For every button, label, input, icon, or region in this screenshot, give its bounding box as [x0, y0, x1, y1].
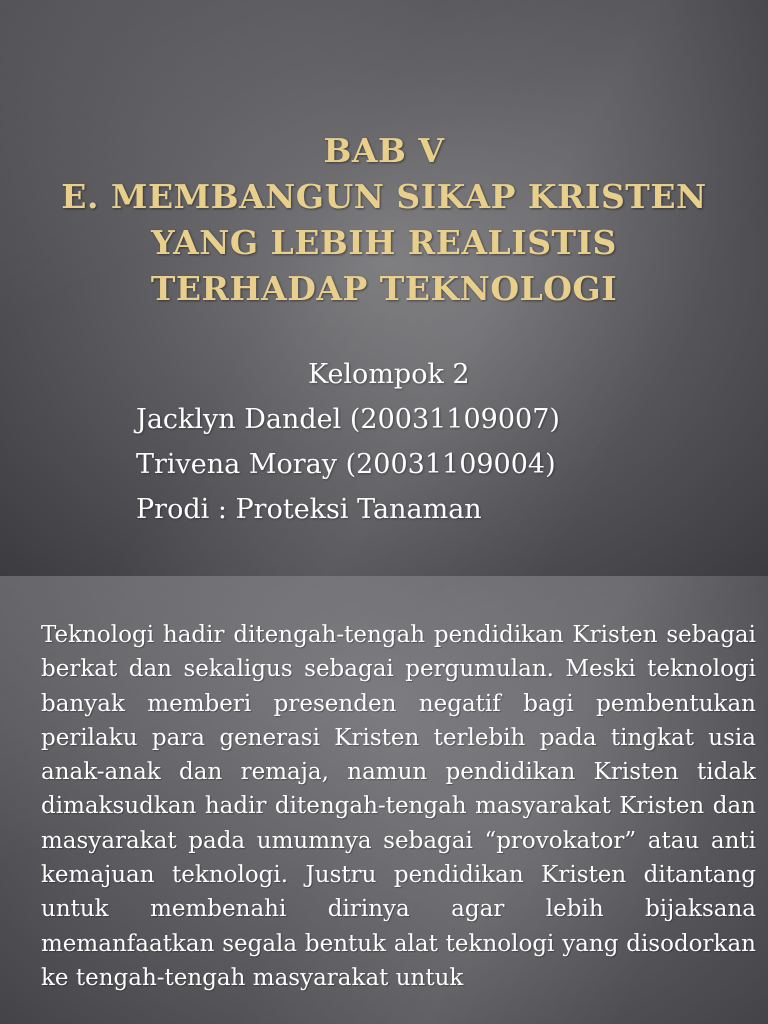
- slide-subtitle: [136, 352, 696, 532]
- title-line-4: TERHADAP TEKNOLOGI: [150, 269, 618, 308]
- title-line-chapter: BAB V: [323, 131, 445, 170]
- study-program: Prodi : Proteksi Tanaman: [136, 494, 482, 525]
- member-name: Trivena Moray (20031109004): [136, 449, 556, 480]
- title-line-3: YANG LEBIH REALISTIS: [151, 223, 617, 262]
- group-label: Kelompok 2: [308, 359, 470, 390]
- title-line-section: E. MEMBANGUN SIKAP KRISTEN: [61, 177, 707, 216]
- body-paragraph: Teknologi hadir ditengah-tengah pendidikan Kristen sebagai berkat dan sekaligus sebagai pergumulan. Meski teknologi banyak memberi presenden negatif bagi pembentukan perilaku para generasi Kristen terlebih pada tingkat usia anak-anak dan remaja, namun pendidikan Kristen tidak dimaksudkan hadir ditengah-tengah masyarakat Kristen dan masyarakat pada umumnya sebagai “provokator” atau anti kemajuan teknologi. Justru pendidikan Kristen ditantang untuk membenahi dirinya agar lebih bijaksana memanfaatkan segala bentuk alat teknologi yang disodorkan ke tengah-tengah masyarakat untuk: [41, 622, 756, 991]
- member-name: Jacklyn Dandel (20031109007): [136, 404, 560, 435]
- slide-content: [0, 576, 768, 1024]
- slide-title-heading: [20, 128, 748, 312]
